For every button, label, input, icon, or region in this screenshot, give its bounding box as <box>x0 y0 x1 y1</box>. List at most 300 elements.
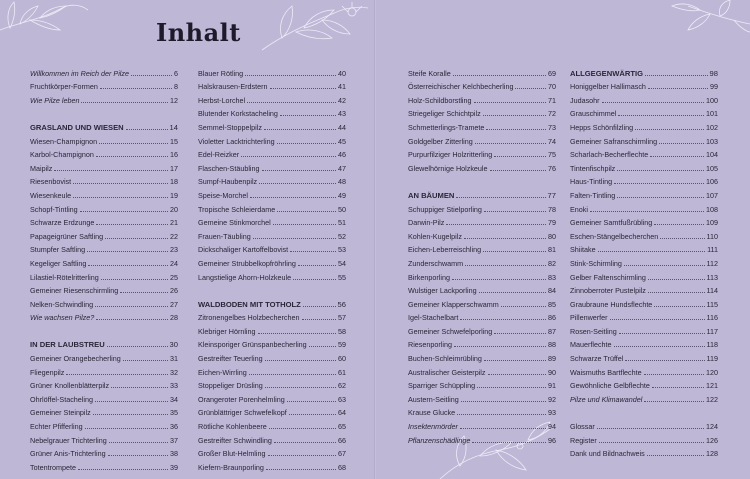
toc-entry[interactable] <box>30 404 178 418</box>
toc-entry[interactable] <box>30 445 178 459</box>
toc-entry[interactable] <box>408 105 556 119</box>
entry-title: Wie wachsen Pilze? <box>30 313 95 323</box>
toc-entry[interactable] <box>570 200 718 214</box>
page-number: 31 <box>170 354 178 364</box>
toc-entry[interactable] <box>30 295 178 309</box>
leader-dots <box>602 102 704 103</box>
entry-title: Karbol-Champignon <box>30 150 94 160</box>
entry-title: Echter Pfifferling <box>30 422 83 432</box>
leader-dots <box>456 197 545 198</box>
leader-dots <box>483 251 546 252</box>
toc-entry[interactable] <box>198 417 346 431</box>
page-number: 17 <box>170 163 178 173</box>
leader-dots <box>270 88 336 89</box>
toc-entry[interactable] <box>570 118 718 132</box>
toc-entry[interactable] <box>570 173 718 187</box>
toc-entry[interactable] <box>30 254 178 268</box>
leader-dots <box>618 115 704 116</box>
toc-entry[interactable] <box>408 214 556 228</box>
toc-entry[interactable] <box>570 132 718 146</box>
toc-entry[interactable] <box>408 227 556 241</box>
toc-entry[interactable] <box>570 186 718 200</box>
toc-entry[interactable] <box>198 377 346 391</box>
entry-title: Enoki <box>570 204 588 214</box>
toc-entry[interactable] <box>570 254 718 268</box>
leader-dots <box>477 387 546 388</box>
toc-entry[interactable] <box>198 105 346 119</box>
toc-entry[interactable] <box>30 417 178 431</box>
page-number: 36 <box>170 422 178 432</box>
page-number: 121 <box>706 381 718 391</box>
section-spacer <box>408 173 556 187</box>
toc-entry[interactable] <box>408 241 556 255</box>
toc-entry[interactable] <box>30 363 178 377</box>
toc-entry[interactable] <box>408 91 556 105</box>
page-number: 53 <box>338 245 346 255</box>
entry-title: Gemeiner Steinpilz <box>30 408 91 418</box>
entry-title: Gemeiner Safranschirmling <box>570 136 658 146</box>
toc-entry[interactable] <box>198 173 346 187</box>
leader-dots <box>54 170 168 171</box>
toc-entry[interactable] <box>198 349 346 363</box>
leader-dots <box>96 224 168 225</box>
page-number: 96 <box>548 435 556 445</box>
entry-title: Pflanzenschädlinge <box>408 435 471 445</box>
leader-dots <box>253 238 336 239</box>
page-number: 100 <box>706 95 718 105</box>
section-title: AN BÄUMEN <box>408 190 455 200</box>
toc-entry[interactable] <box>570 241 718 255</box>
entry-title: Ohrlöffel-Stacheling <box>30 394 93 404</box>
entry-title: Graubraune Hundsflechte <box>570 299 653 309</box>
entry-title: Hepps Schönfilzling <box>570 122 634 132</box>
page-number: 111 <box>707 245 718 255</box>
toc-entry[interactable] <box>198 336 346 350</box>
toc-entry[interactable] <box>408 431 556 445</box>
toc-entry[interactable] <box>198 458 346 472</box>
section-title: GRASLAND UND WIESEN <box>30 122 124 132</box>
toc-entry[interactable] <box>198 431 346 445</box>
leader-dots <box>262 170 336 171</box>
page-number: 90 <box>548 367 556 377</box>
page-number: 114 <box>706 286 718 296</box>
toc-entry[interactable] <box>198 227 346 241</box>
toc-section-heading[interactable] <box>30 118 178 132</box>
page-number: 85 <box>548 299 556 309</box>
entry-title: Dickschaliger Kartoffelbovist <box>198 245 289 255</box>
leader-dots <box>650 156 704 157</box>
leader-dots <box>465 265 546 266</box>
leader-dots <box>268 455 337 456</box>
toc-entry[interactable] <box>408 336 556 350</box>
entry-title: Glossar <box>570 422 595 432</box>
toc-section-heading[interactable] <box>30 336 178 350</box>
toc-entry[interactable] <box>570 78 718 92</box>
page-number: 82 <box>548 258 556 268</box>
toc-section-heading[interactable] <box>408 186 556 200</box>
leader-dots <box>298 265 336 266</box>
toc-entry[interactable] <box>30 227 178 241</box>
leader-dots <box>274 442 336 443</box>
leader-dots <box>648 279 705 280</box>
leader-dots <box>123 360 168 361</box>
entry-title: Glewelhörnige Holzkeule <box>408 163 488 173</box>
page-number: 51 <box>338 218 346 228</box>
toc-entry[interactable] <box>570 282 718 296</box>
toc-entry[interactable] <box>30 309 178 323</box>
leader-dots <box>120 292 168 293</box>
toc-section-heading[interactable] <box>570 64 718 78</box>
page-number: 12 <box>170 95 178 105</box>
entry-title: Gemeiner Riesenschirmling <box>30 286 119 296</box>
entry-title: Kiefern-Braunporling <box>198 462 264 472</box>
toc-entry[interactable] <box>30 377 178 391</box>
leader-dots <box>515 88 546 89</box>
page-number: 34 <box>170 394 178 404</box>
entry-title: Gemeiner Samtfußrübling <box>570 218 653 228</box>
toc-entry[interactable] <box>408 309 556 323</box>
toc-entry[interactable] <box>198 322 346 336</box>
toc-entry[interactable] <box>570 363 718 377</box>
toc-entry[interactable] <box>30 241 178 255</box>
leader-dots <box>644 401 704 402</box>
toc-entry[interactable] <box>198 146 346 160</box>
leader-dots <box>81 102 168 103</box>
toc-entry[interactable] <box>30 349 178 363</box>
leader-dots <box>101 279 168 280</box>
page-number: 55 <box>338 272 346 282</box>
toc-entry[interactable] <box>198 91 346 105</box>
toc-entry[interactable] <box>408 159 556 173</box>
leader-dots <box>659 143 704 144</box>
toc-entry[interactable] <box>570 268 718 282</box>
page-number: 65 <box>338 422 346 432</box>
entry-title: Holz-Schildborstling <box>408 95 472 105</box>
leader-dots <box>277 143 336 144</box>
entry-title: Schwarze Trüffel <box>570 354 624 364</box>
page-number: 24 <box>170 258 178 268</box>
entry-title: Herbst-Lorchel <box>198 95 246 105</box>
toc-entry[interactable] <box>30 458 178 472</box>
leader-dots <box>99 143 168 144</box>
leader-dots <box>96 319 168 320</box>
page-number: 6 <box>174 68 178 78</box>
leader-dots <box>107 346 168 347</box>
entry-title: Gestreifter Teuerling <box>198 354 263 364</box>
toc-entry[interactable] <box>570 227 718 241</box>
toc-entry[interactable] <box>198 390 346 404</box>
toc-entry[interactable] <box>408 118 556 132</box>
toc-section-heading[interactable] <box>198 295 346 309</box>
toc-entry[interactable] <box>30 431 178 445</box>
page-number: 75 <box>548 150 556 160</box>
page-number: 15 <box>170 136 178 146</box>
leader-dots <box>484 211 546 212</box>
leader-dots <box>73 183 168 184</box>
page-number: 47 <box>338 163 346 173</box>
leader-dots <box>66 374 168 375</box>
toc-entry[interactable] <box>570 146 718 160</box>
toc-entry[interactable] <box>198 186 346 200</box>
toc-entry[interactable] <box>198 404 346 418</box>
toc-entry[interactable] <box>570 349 718 363</box>
page-number: 109 <box>706 218 718 228</box>
toc-entry[interactable] <box>408 417 556 431</box>
leader-dots <box>610 319 705 320</box>
toc-entry[interactable] <box>570 309 718 323</box>
leader-dots <box>652 387 704 388</box>
entry-title: Stoppeliger Drüsling <box>198 381 263 391</box>
page-number: 32 <box>170 367 178 377</box>
entry-title: Rötliche Kohlenbeere <box>198 422 267 432</box>
floral-ornament-top-left <box>0 0 90 50</box>
entry-title: Sumpf-Haubenpilz <box>198 177 258 187</box>
leader-dots <box>654 224 704 225</box>
entry-title: Eichen-Leberreischling <box>408 245 482 255</box>
entry-title: Klebriger Hörnling <box>198 326 256 336</box>
toc-entry[interactable] <box>198 118 346 132</box>
toc-entry[interactable] <box>198 309 346 323</box>
page-number: 116 <box>706 313 718 323</box>
toc-entry[interactable] <box>408 78 556 92</box>
entry-title: Frauen-Täubling <box>198 231 251 241</box>
toc-entry[interactable] <box>30 78 178 92</box>
leader-dots <box>264 129 336 130</box>
page-number: 40 <box>338 68 346 78</box>
toc-entry[interactable] <box>30 268 178 282</box>
leader-dots <box>289 414 336 415</box>
toc-entry[interactable] <box>570 295 718 309</box>
leader-dots <box>266 469 336 470</box>
toc-entry[interactable] <box>570 336 718 350</box>
page-number: 104 <box>706 150 718 160</box>
toc-entry[interactable] <box>30 173 178 187</box>
toc-entry[interactable] <box>30 146 178 160</box>
entry-title: Gemeiner Orangebecherling <box>30 354 121 364</box>
page-number: 59 <box>338 340 346 350</box>
leader-dots <box>245 75 336 76</box>
leader-dots <box>126 129 168 130</box>
page-number: 48 <box>338 177 346 187</box>
leader-dots <box>250 197 336 198</box>
entry-title: Zunderschwamm <box>408 258 464 268</box>
toc-entry[interactable] <box>198 445 346 459</box>
entry-title: Lilastiel-Rötelritterling <box>30 272 99 282</box>
toc-entry[interactable] <box>198 64 346 78</box>
leader-dots <box>625 360 704 361</box>
book-gutter <box>374 0 376 479</box>
entry-title: Zinnoberroter Pustelpilz <box>570 286 646 296</box>
page-number: 52 <box>338 231 346 241</box>
entry-title: Papageigrüner Saftling <box>30 231 104 241</box>
toc-entry[interactable] <box>570 214 718 228</box>
leader-dots <box>287 401 336 402</box>
toc-entry[interactable] <box>198 132 346 146</box>
entry-title: Großer Blut-Helmling <box>198 449 266 459</box>
toc-entry[interactable] <box>30 159 178 173</box>
toc-entry[interactable] <box>408 363 556 377</box>
section-spacer <box>30 105 178 119</box>
page-number: 25 <box>170 272 178 282</box>
page-number: 128 <box>706 449 718 459</box>
entry-title: Goldgelber Zitterling <box>408 136 473 146</box>
entry-title: Nebelgrauer Trichterling <box>30 435 107 445</box>
entry-title: Judasohr <box>570 95 600 105</box>
entry-title: Nelken-Schwindling <box>30 299 94 309</box>
toc-entry[interactable] <box>408 404 556 418</box>
entry-title: Sparriger Schüppling <box>408 381 476 391</box>
entry-title: Rosen-Seitling <box>570 326 617 336</box>
entry-title: Gemeine Stinkmorchel <box>198 218 271 228</box>
toc-column-3 <box>408 64 556 445</box>
page-number: 21 <box>170 218 178 228</box>
leader-dots <box>475 143 546 144</box>
leader-dots <box>654 306 704 307</box>
toc-entry[interactable] <box>570 390 718 404</box>
entry-title: Tropische Schleierdame <box>198 204 276 214</box>
toc-entry[interactable] <box>198 78 346 92</box>
toc-entry[interactable] <box>30 64 178 78</box>
toc-entry[interactable] <box>570 91 718 105</box>
page-number: 87 <box>548 326 556 336</box>
leader-dots <box>80 211 168 212</box>
toc-entry[interactable] <box>408 268 556 282</box>
entry-title: Maipilz <box>30 163 53 173</box>
entry-title: Grüner Knollenblätterpilz <box>30 381 110 391</box>
toc-entry[interactable] <box>198 268 346 282</box>
toc-entry[interactable] <box>408 390 556 404</box>
leader-dots <box>100 88 172 89</box>
leader-dots <box>96 156 168 157</box>
floral-ornament-top-center <box>252 0 372 58</box>
page-number: 81 <box>548 245 556 255</box>
section-title: ALLGEGENWÄRTIG <box>570 68 643 78</box>
page-number: 78 <box>548 204 556 214</box>
toc-entry[interactable] <box>408 322 556 336</box>
toc-entry[interactable] <box>198 254 346 268</box>
leader-dots <box>293 279 336 280</box>
toc-entry[interactable] <box>570 322 718 336</box>
toc-entry[interactable] <box>408 132 556 146</box>
page-number: 110 <box>706 231 718 241</box>
entry-title: Wiesenkeule <box>30 190 72 200</box>
toc-entry[interactable] <box>30 91 178 105</box>
page-number: 84 <box>548 286 556 296</box>
toc-entry[interactable] <box>30 390 178 404</box>
toc-entry[interactable] <box>408 254 556 268</box>
page-number: 126 <box>706 435 718 445</box>
toc-entry[interactable] <box>408 64 556 78</box>
toc-entry[interactable] <box>198 363 346 377</box>
section-title: WALDBODEN MIT TOTHOLZ <box>198 299 301 309</box>
leader-dots <box>635 129 704 130</box>
page-number: 50 <box>338 204 346 214</box>
toc-entry[interactable] <box>30 186 178 200</box>
leader-dots <box>488 374 547 375</box>
leader-dots <box>660 238 704 239</box>
entry-title: Violetter Lacktrichterling <box>198 136 275 146</box>
toc-entry[interactable] <box>30 214 178 228</box>
leader-dots <box>87 251 168 252</box>
page-number: 39 <box>170 462 178 472</box>
leader-dots <box>265 360 336 361</box>
page-number: 113 <box>706 272 718 282</box>
leader-dots <box>597 428 704 429</box>
toc-entry[interactable] <box>408 146 556 160</box>
leader-dots <box>290 251 336 252</box>
page-number: 105 <box>706 163 718 173</box>
page-number: 41 <box>338 82 346 92</box>
toc-entry[interactable] <box>30 132 178 146</box>
page-number: 99 <box>710 82 718 92</box>
leader-dots <box>464 238 546 239</box>
page-number: 92 <box>548 394 556 404</box>
toc-entry[interactable] <box>570 105 718 119</box>
leader-dots <box>269 428 336 429</box>
entry-title: Haus-Tintling <box>570 177 613 187</box>
page-number: 94 <box>548 422 556 432</box>
page-number: 117 <box>706 326 718 336</box>
page-number: 79 <box>548 218 556 228</box>
toc-entry[interactable] <box>198 214 346 228</box>
page-number: 73 <box>548 122 556 132</box>
page-number: 14 <box>169 122 178 132</box>
toc-entry[interactable] <box>198 200 346 214</box>
page-number: 103 <box>706 136 718 146</box>
leader-dots <box>302 319 337 320</box>
entry-title: Fliegenpilz <box>30 367 65 377</box>
leader-dots <box>614 183 704 184</box>
toc-entry[interactable] <box>198 241 346 255</box>
page-number: 115 <box>706 299 718 309</box>
section-spacer <box>570 404 718 418</box>
toc-entry[interactable] <box>408 200 556 214</box>
leader-dots <box>494 333 546 334</box>
entry-title: Austern-Seitling <box>408 394 459 404</box>
page-number: 120 <box>706 367 718 377</box>
page-number: 88 <box>548 340 556 350</box>
page-number: 54 <box>338 258 346 268</box>
toc-entry[interactable] <box>198 159 346 173</box>
toc-entry[interactable] <box>570 431 718 445</box>
entry-title: Grünblättriger Schwefelkopf <box>198 408 287 418</box>
toc-entry[interactable] <box>408 295 556 309</box>
toc-entry[interactable] <box>30 282 178 296</box>
entry-title: Australischer Geisterpilz <box>408 367 486 377</box>
toc-entry[interactable] <box>570 377 718 391</box>
entry-title: Langstielige Ahorn-Holzkeule <box>198 272 292 282</box>
entry-title: Flaschen-Stäubling <box>198 163 260 173</box>
toc-entry[interactable] <box>570 159 718 173</box>
page-number: 28 <box>170 313 178 323</box>
entry-title: Falten-Tintling <box>570 190 616 200</box>
toc-entry[interactable] <box>408 377 556 391</box>
toc-entry[interactable] <box>570 417 718 431</box>
page-number: 8 <box>174 82 178 92</box>
toc-entry[interactable] <box>408 349 556 363</box>
toc-entry[interactable] <box>570 445 718 459</box>
page-number: 83 <box>548 272 556 282</box>
leader-dots <box>590 211 704 212</box>
toc-entry[interactable] <box>408 282 556 296</box>
leader-dots <box>277 211 336 212</box>
leader-dots <box>259 183 336 184</box>
page-number: 91 <box>548 381 556 391</box>
entry-title: Zitronengelbes Holzbecherchen <box>198 313 300 323</box>
page-number: 106 <box>706 177 718 187</box>
toc-entry[interactable] <box>30 200 178 214</box>
leader-dots <box>457 414 546 415</box>
